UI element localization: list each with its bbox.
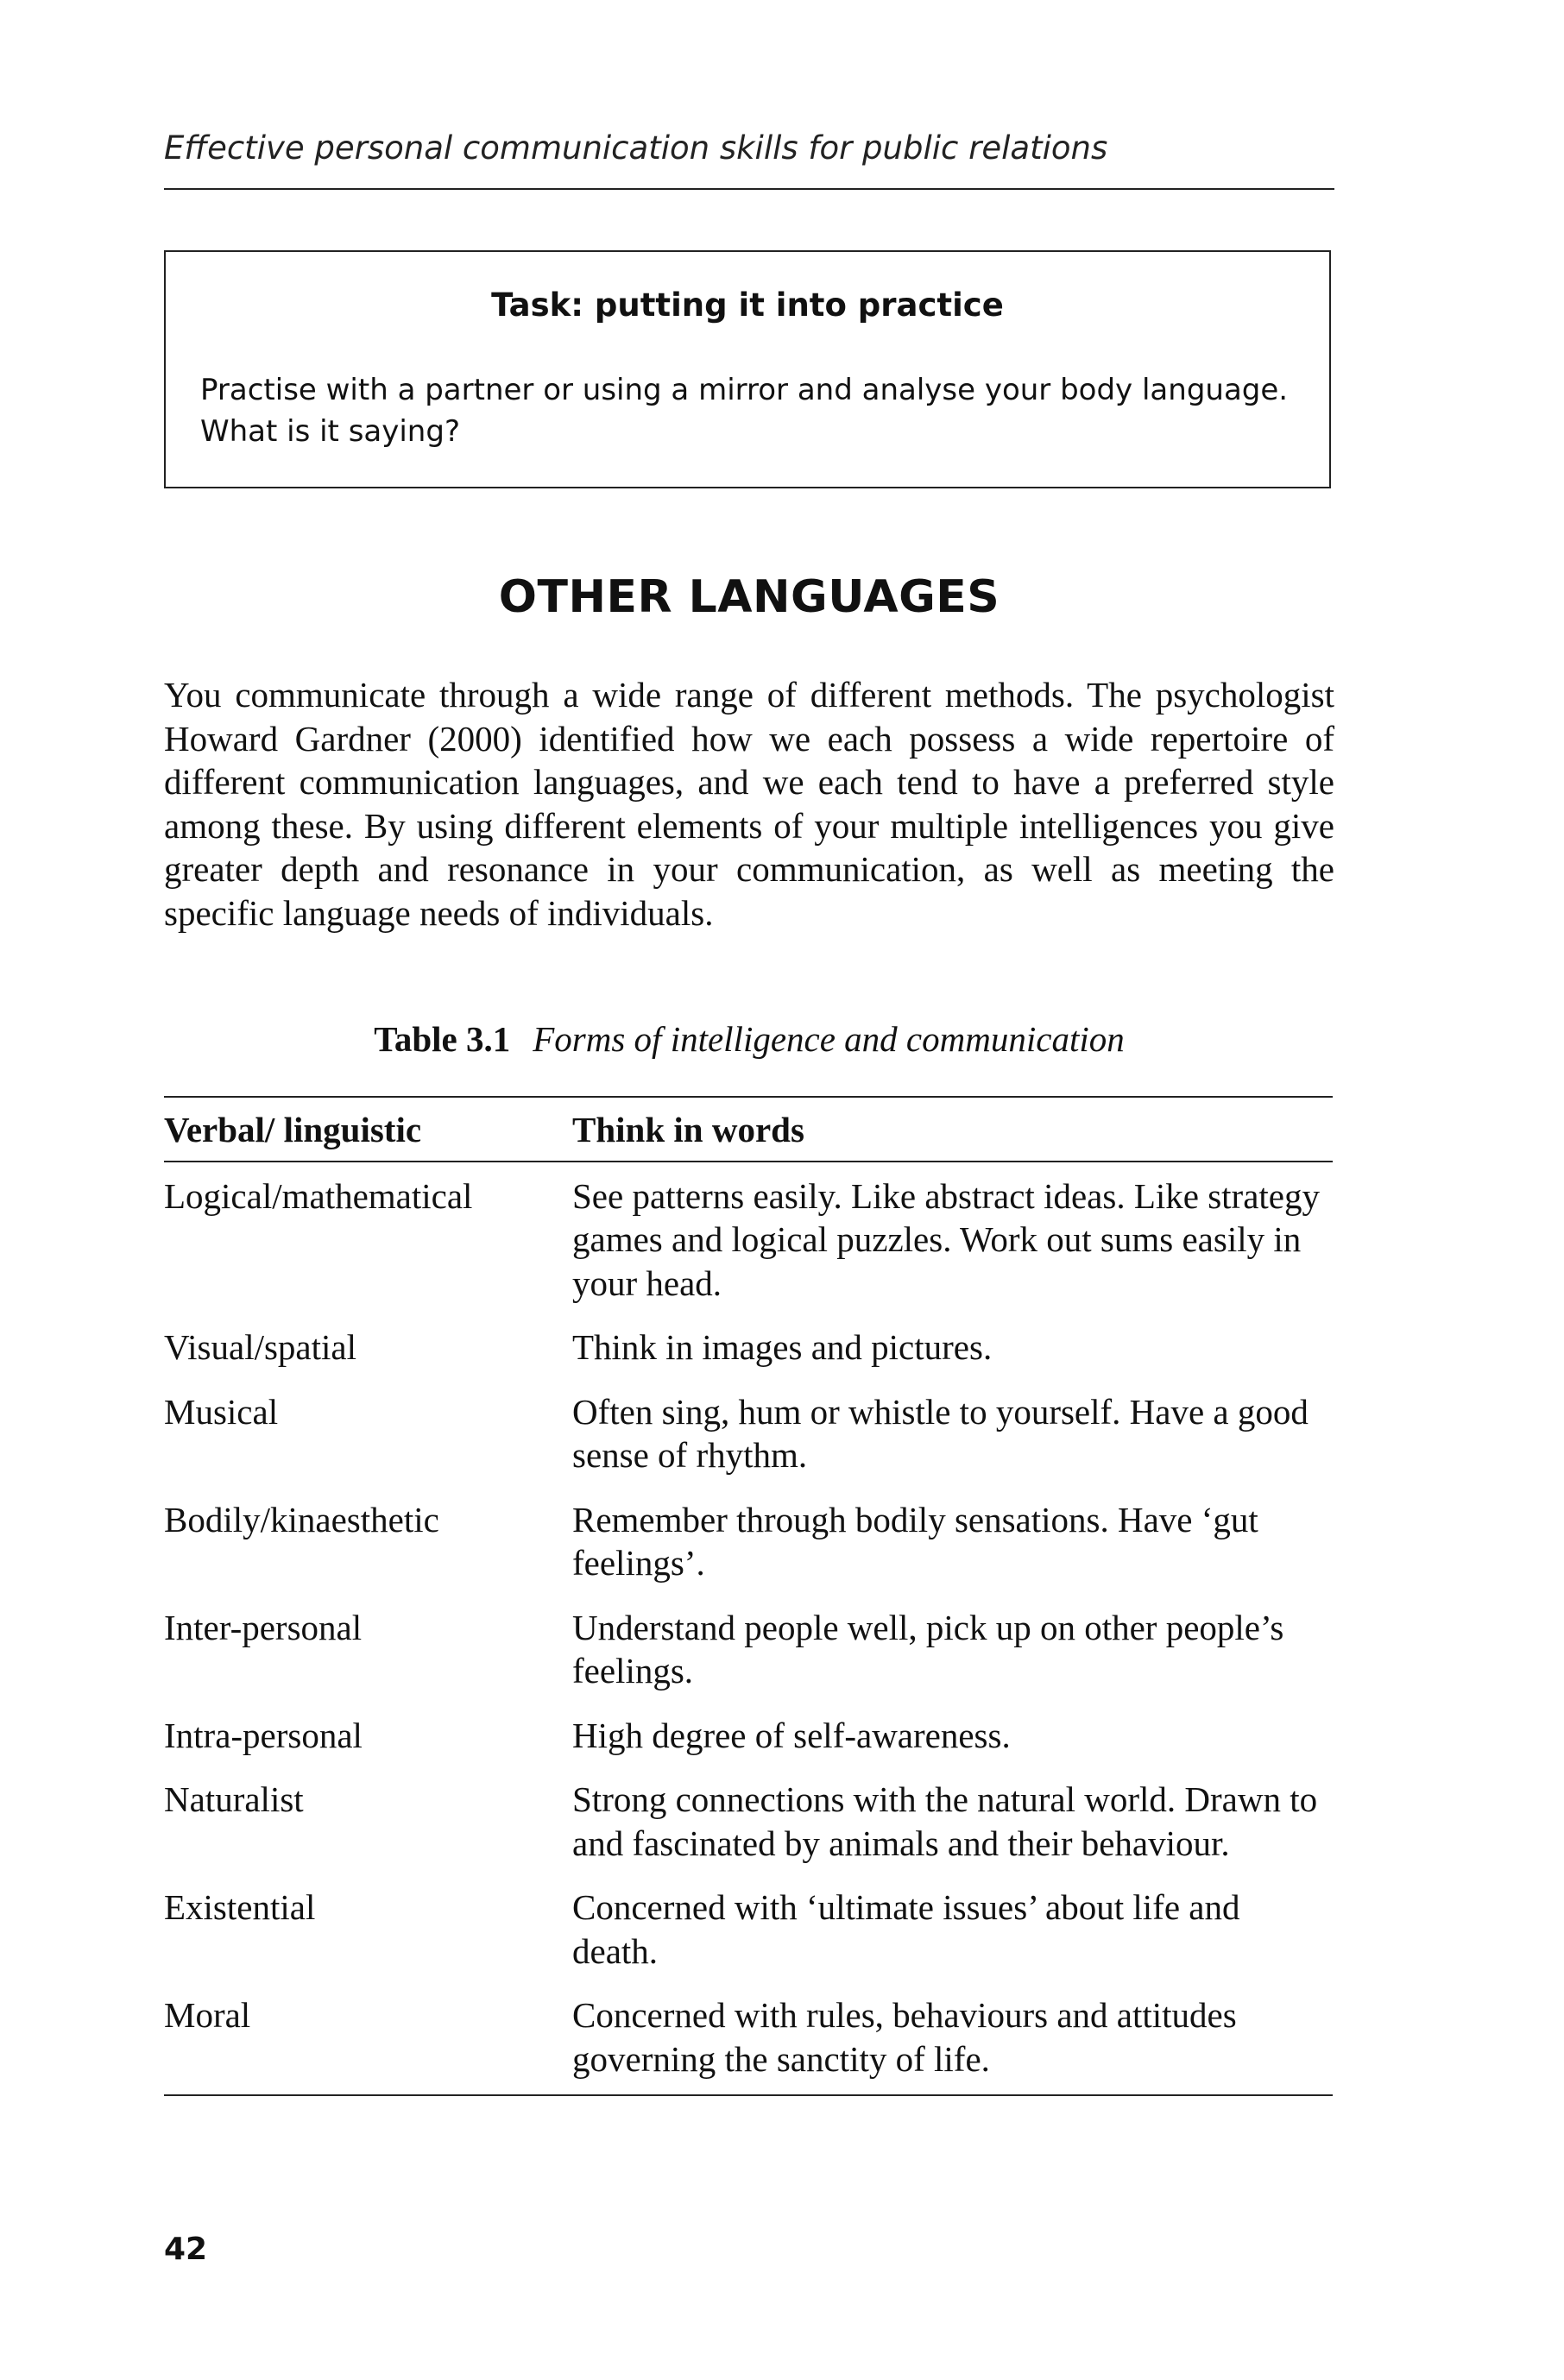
- intelligence-type: Inter-personal: [164, 1607, 363, 1647]
- table-row: [164, 1993, 1333, 2081]
- intelligence-description: Strong connections with the natural world. Drawn to and fascinated by animals and their behaviour.: [572, 1779, 1318, 1863]
- table-row: [164, 1390, 1333, 1477]
- intelligence-type: Naturalist: [164, 1779, 304, 1819]
- task-line-2: What is it saying?: [200, 414, 460, 449]
- intelligence-type: Moral: [164, 1995, 251, 2035]
- intelligence-description: Concerned with ‘ultimate issues’ about life and death.: [572, 1887, 1240, 1971]
- table-caption: [164, 1018, 1334, 1060]
- table-number: Table 3.1: [374, 1019, 511, 1059]
- intelligence-description: Concerned with rules, behaviours and attitudes governing the sanctity of life.: [572, 1995, 1237, 2079]
- table-row: [164, 1886, 1333, 1973]
- table-row: [164, 1714, 1333, 1758]
- intelligence-description: High degree of self-awareness.: [572, 1715, 1011, 1755]
- intelligence-description: Understand people well, pick up on other people’s feelings.: [572, 1607, 1284, 1691]
- table-title: Forms of intelligence and communication: [533, 1019, 1125, 1059]
- header-rule: [164, 188, 1334, 190]
- intelligence-type: Existential: [164, 1887, 316, 1927]
- table-header-cell: Verbal/ linguistic: [164, 1110, 422, 1149]
- table-row: [164, 1606, 1333, 1693]
- task-title: Task: putting it into practice: [491, 286, 1004, 324]
- task-body: [200, 369, 1296, 452]
- table-row: [164, 1174, 1333, 1306]
- intelligence-description: Remember through bodily sensations. Have ‘gut feelings’.: [572, 1499, 1258, 1583]
- task-box: [164, 250, 1331, 488]
- table-row: [164, 1498, 1333, 1585]
- intelligence-type: Visual/spatial: [164, 1327, 356, 1367]
- intelligence-type: Intra-personal: [164, 1715, 363, 1755]
- running-head: Effective personal communication skills for public relations: [164, 129, 1108, 167]
- intelligence-description: Often sing, hum or whistle to yourself. Have a good sense of rhythm.: [572, 1391, 1309, 1475]
- intelligence-type: Musical: [164, 1391, 279, 1432]
- page-number: 42: [164, 2232, 208, 2267]
- table-row: [164, 1325, 1333, 1369]
- table-header-cell: Think in words: [572, 1110, 804, 1149]
- intelligence-table: [164, 1096, 1333, 2096]
- task-line-1: Practise with a partner or using a mirror and analyse your body language.: [200, 373, 1289, 407]
- intelligence-description: See patterns easily. Like abstract ideas. Like strategy games and logical puzzles. Work out sums easily in your head.: [572, 1175, 1320, 1303]
- body-paragraph: You communicate through a wide range of different methods. The psychologist Howard Gardner (2000) identified how we each possess a wide repertoire of different communication languages, and we each tend to have a preferred style among these. By using different elements of your multiple intelligences you give greater depth and resonance in your communication, as well as meeting the specific language needs of individuals.: [164, 675, 1334, 933]
- intelligence-type: Logical/mathematical: [164, 1175, 473, 1216]
- section-heading: OTHER LANGUAGES: [498, 571, 1000, 623]
- intelligence-type: Bodily/kinaesthetic: [164, 1499, 439, 1539]
- table-body: [164, 1174, 1333, 2095]
- table-header-row: [164, 1098, 1333, 1162]
- intelligence-description: Think in images and pictures.: [572, 1327, 993, 1367]
- table-row: [164, 1778, 1333, 1865]
